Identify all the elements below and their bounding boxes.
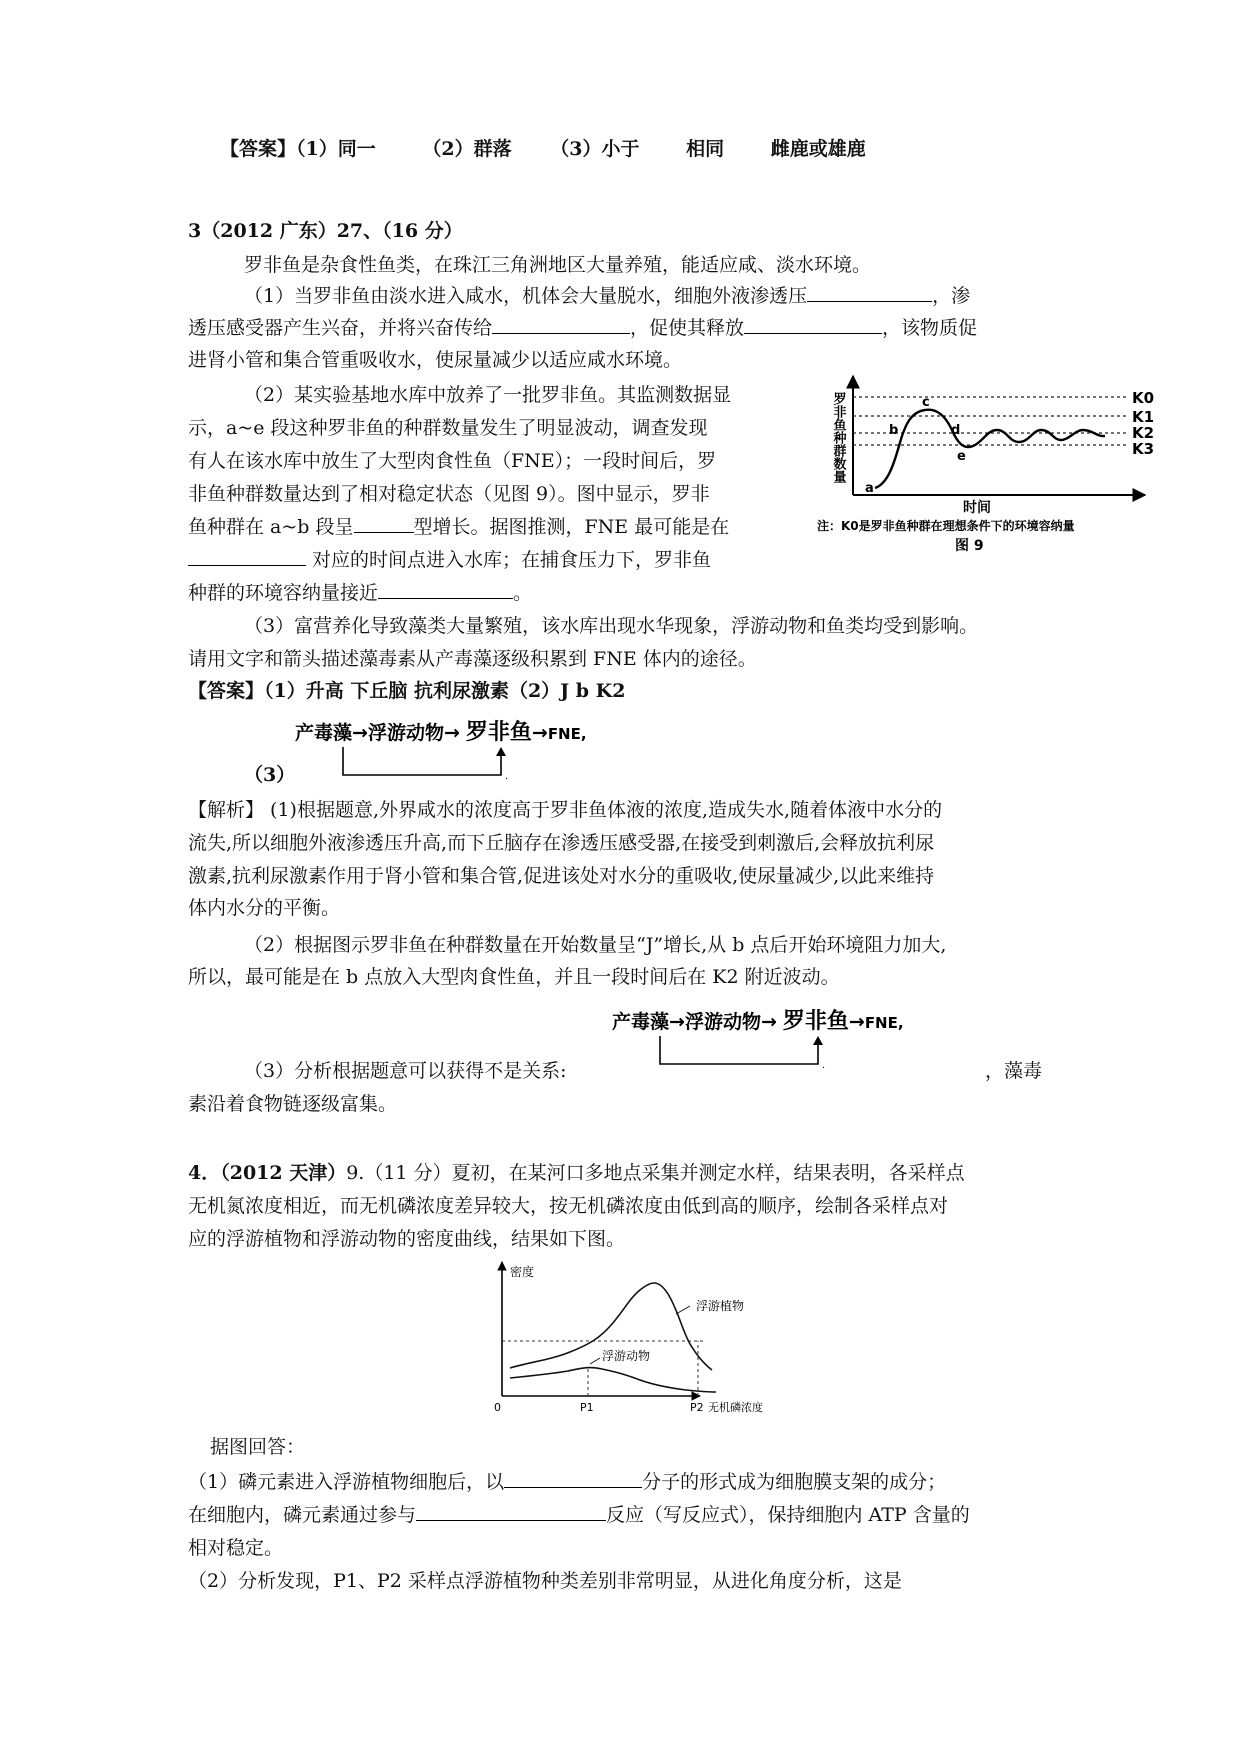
- q3-heading: 3（2012 广东）27、（16 分）: [188, 220, 463, 242]
- analysis-line5: （2）根据图示罗非鱼在种群数量在开始数量呈“J”增长,从 b 点后开始环境阻力加大,: [244, 934, 947, 956]
- p1-label: P1: [580, 1401, 594, 1414]
- population-curve: [875, 410, 1105, 488]
- series1-label: 浮游植物: [696, 1299, 745, 1313]
- chain-node: 产毒藻: [612, 1011, 670, 1033]
- fig9-note: 注：K0是罗非鱼种群在理想条件下的环境容纳量: [817, 519, 1075, 533]
- analysis-line7a: （3）分析根据题意可以获得不是关系:: [244, 1060, 567, 1082]
- q4-sub1-line1: （1）磷元素进入浮游植物细胞后，以 分子的形式成为细胞膜支架的成分；: [188, 1467, 946, 1497]
- food-chain-diagram: [612, 1006, 912, 1081]
- fig9-xlabel: 时间: [963, 500, 991, 516]
- q4-answer-prompt: 据图回答：: [210, 1436, 306, 1458]
- svg-text:.: .: [822, 1060, 826, 1071]
- q4-sub1-line3: 相对稳定。: [188, 1537, 284, 1559]
- answer-prefix: 【答案】: [220, 138, 297, 160]
- answer-blank[interactable]: [492, 313, 630, 334]
- analysis-line4: 体内水分的平衡。: [188, 897, 341, 919]
- q3-part2-line7: 种群的环境容纳量接近 。: [188, 578, 532, 608]
- origin-label: 0: [494, 1401, 501, 1414]
- q3-answer-line1: 【答案】（1）升高 下丘脑 抗利尿激素（2）J b K2: [188, 680, 626, 702]
- point-c: c: [922, 395, 930, 410]
- animal-curve: [510, 1368, 716, 1392]
- density-xlabel: 无机磷浓度: [708, 1401, 763, 1414]
- k1-label: K1: [1132, 408, 1155, 426]
- chain-node: FNE,: [547, 725, 587, 743]
- q3-intro: 罗非鱼是杂食性鱼类，在珠江三角洲地区大量养殖，能适应咸、淡水环境。: [244, 254, 872, 276]
- answer-blank[interactable]: [416, 1500, 606, 1521]
- point-a: a: [865, 481, 874, 496]
- density-ylabel: 密度: [510, 1265, 535, 1279]
- analysis-line8: 素沿着食物链逐级富集。: [188, 1093, 398, 1115]
- answer-blank[interactable]: [378, 578, 513, 599]
- chain-node: FNE,: [864, 1014, 904, 1032]
- chain-node: 浮游动物: [684, 1011, 761, 1033]
- q3-part2-line5: 鱼种群在 a~b 段呈 型增长。据图推测，FNE 最可能是在: [188, 512, 729, 542]
- chain-node: 罗非鱼: [782, 1009, 849, 1034]
- q3-part2-line6: 对应的时间点进入水库；在捕食压力下，罗非鱼: [188, 545, 711, 575]
- chain-bypass-arrow: [660, 1036, 818, 1064]
- answer-item: 相同: [686, 138, 725, 160]
- chain-node: 浮游动物: [367, 722, 444, 744]
- q3-part1-line3: 进肾小管和集合管重吸收水，使尿量减少以适应咸水环境。: [188, 349, 683, 371]
- q3-part2-line2: 示，a~e 段这种罗非鱼的种群数量发生了明显波动，调查发现: [188, 417, 708, 439]
- q3-part2-line3: 有人在该水库中放生了大型肉食性鱼（FNE）；一段时间后，罗: [188, 450, 717, 472]
- q4-sub2-line1: （2）分析发现，P1、P2 采样点浮游植物种类差别非常明显，从进化角度分析，这是: [188, 1570, 902, 1592]
- k2-label: K2: [1132, 424, 1155, 442]
- point-b: b: [889, 423, 899, 438]
- k0-label: K0: [1132, 389, 1155, 407]
- answer-item: （3）小于: [550, 138, 640, 160]
- point-d: d: [951, 423, 961, 438]
- q3-answer-line2: （3）: [244, 764, 296, 786]
- analysis-line6: 所以，最可能是在 b 点放入大型肉食性鱼，并且一段时间后在 K2 附近波动。: [188, 966, 840, 988]
- fig9-caption: 图 9: [955, 538, 984, 554]
- q3-part1-line2: 透压感受器产生兴奋，并将兴奋传给 ，促使其释放 ，该物质促: [188, 313, 977, 343]
- k3-label: K3: [1132, 440, 1155, 458]
- figure-9-chart: [805, 372, 1195, 562]
- q3-part1-line1: （1）当罗非鱼由淡水进入咸水，机体会大量脱水，细胞外液渗透压 ，渗: [244, 281, 970, 311]
- analysis-line1: 【解析】 (1)根据题意,外界咸水的浓度高于罗非鱼体液的浓度,造成失水,随着体液中水分的: [188, 799, 943, 821]
- food-chain-diagram: [295, 717, 595, 792]
- top-answer: [220, 134, 866, 164]
- analysis-line3: 激素,抗利尿激素作用于肾小管和集合管,促进该处对水分的重吸收,使尿量减少,以此来维持: [188, 865, 935, 887]
- density-chart: [490, 1258, 820, 1418]
- q4-line3: 应的浮游植物和浮游动物的密度曲线，结果如下图。: [188, 1228, 626, 1250]
- chain-node: 产毒藻: [295, 722, 353, 744]
- analysis-line7b: ，藻毒: [985, 1060, 1043, 1082]
- answer-blank[interactable]: [504, 1467, 642, 1488]
- series2-label: 浮游动物: [602, 1349, 651, 1363]
- chain-node: 罗非鱼: [465, 720, 532, 745]
- q4-heading: 4．（2012 天津）: [188, 1162, 347, 1184]
- q3-part3-line1: （3）富营养化导致藻类大量繁殖，该水库出现水华现象，浮游动物和鱼类均受到影响。: [244, 615, 979, 637]
- q4-sub1-line2: 在细胞内，磷元素通过参与 反应（写反应式），保持细胞内 ATP 含量的: [188, 1500, 970, 1530]
- point-e: e: [957, 449, 966, 464]
- answer-blank[interactable]: [744, 313, 882, 334]
- svg-text:.: .: [505, 771, 509, 782]
- answer-item: （2）群落: [422, 138, 512, 160]
- svg-text:产毒藻→浮游动物→罗非鱼→FNE,: 产毒藻→浮游动物→ 罗非鱼→FNE,: [295, 720, 587, 745]
- fig9-ylabel: 罗非鱼种群数量: [830, 392, 846, 483]
- q3-part2-line1: （2）某实验基地水库中放养了一批罗非鱼。其监测数据显: [244, 384, 732, 406]
- answer-item: （1）同一: [296, 138, 376, 160]
- q4-line2: 无机氮浓度相近，而无机磷浓度差异较大，按无机磷浓度由低到高的顺序，绘制各采样点对: [188, 1195, 949, 1217]
- chain-bypass-arrow: [343, 747, 501, 775]
- p2-label: P2: [690, 1401, 704, 1414]
- svg-text:产毒藻→浮游动物→罗非鱼→FNE,: 产毒藻→浮游动物→ 罗非鱼→FNE,: [612, 1009, 904, 1034]
- answer-blank[interactable]: [807, 281, 932, 302]
- answer-item: 雌鹿或雄鹿: [770, 138, 866, 160]
- answer-blank[interactable]: [188, 545, 306, 566]
- q3-part3-line2: 请用文字和箭头描述藻毒素从产毒藻逐级积累到 FNE 体内的途径。: [188, 648, 757, 670]
- answer-blank[interactable]: [354, 512, 414, 533]
- analysis-line2: 流失,所以细胞外液渗透压升高,而下丘脑存在渗透压感受器,在接受到刺激后,会释放抗利尿: [188, 832, 935, 854]
- q3-part2-line4: 非鱼种群数量达到了相对稳定状态（见图 9）。图中显示，罗非: [188, 483, 710, 505]
- q4-line1: 4．（2012 天津）9.（11 分）夏初，在某河口多地点采集并测定水样，结果表明，各采样点: [188, 1162, 965, 1184]
